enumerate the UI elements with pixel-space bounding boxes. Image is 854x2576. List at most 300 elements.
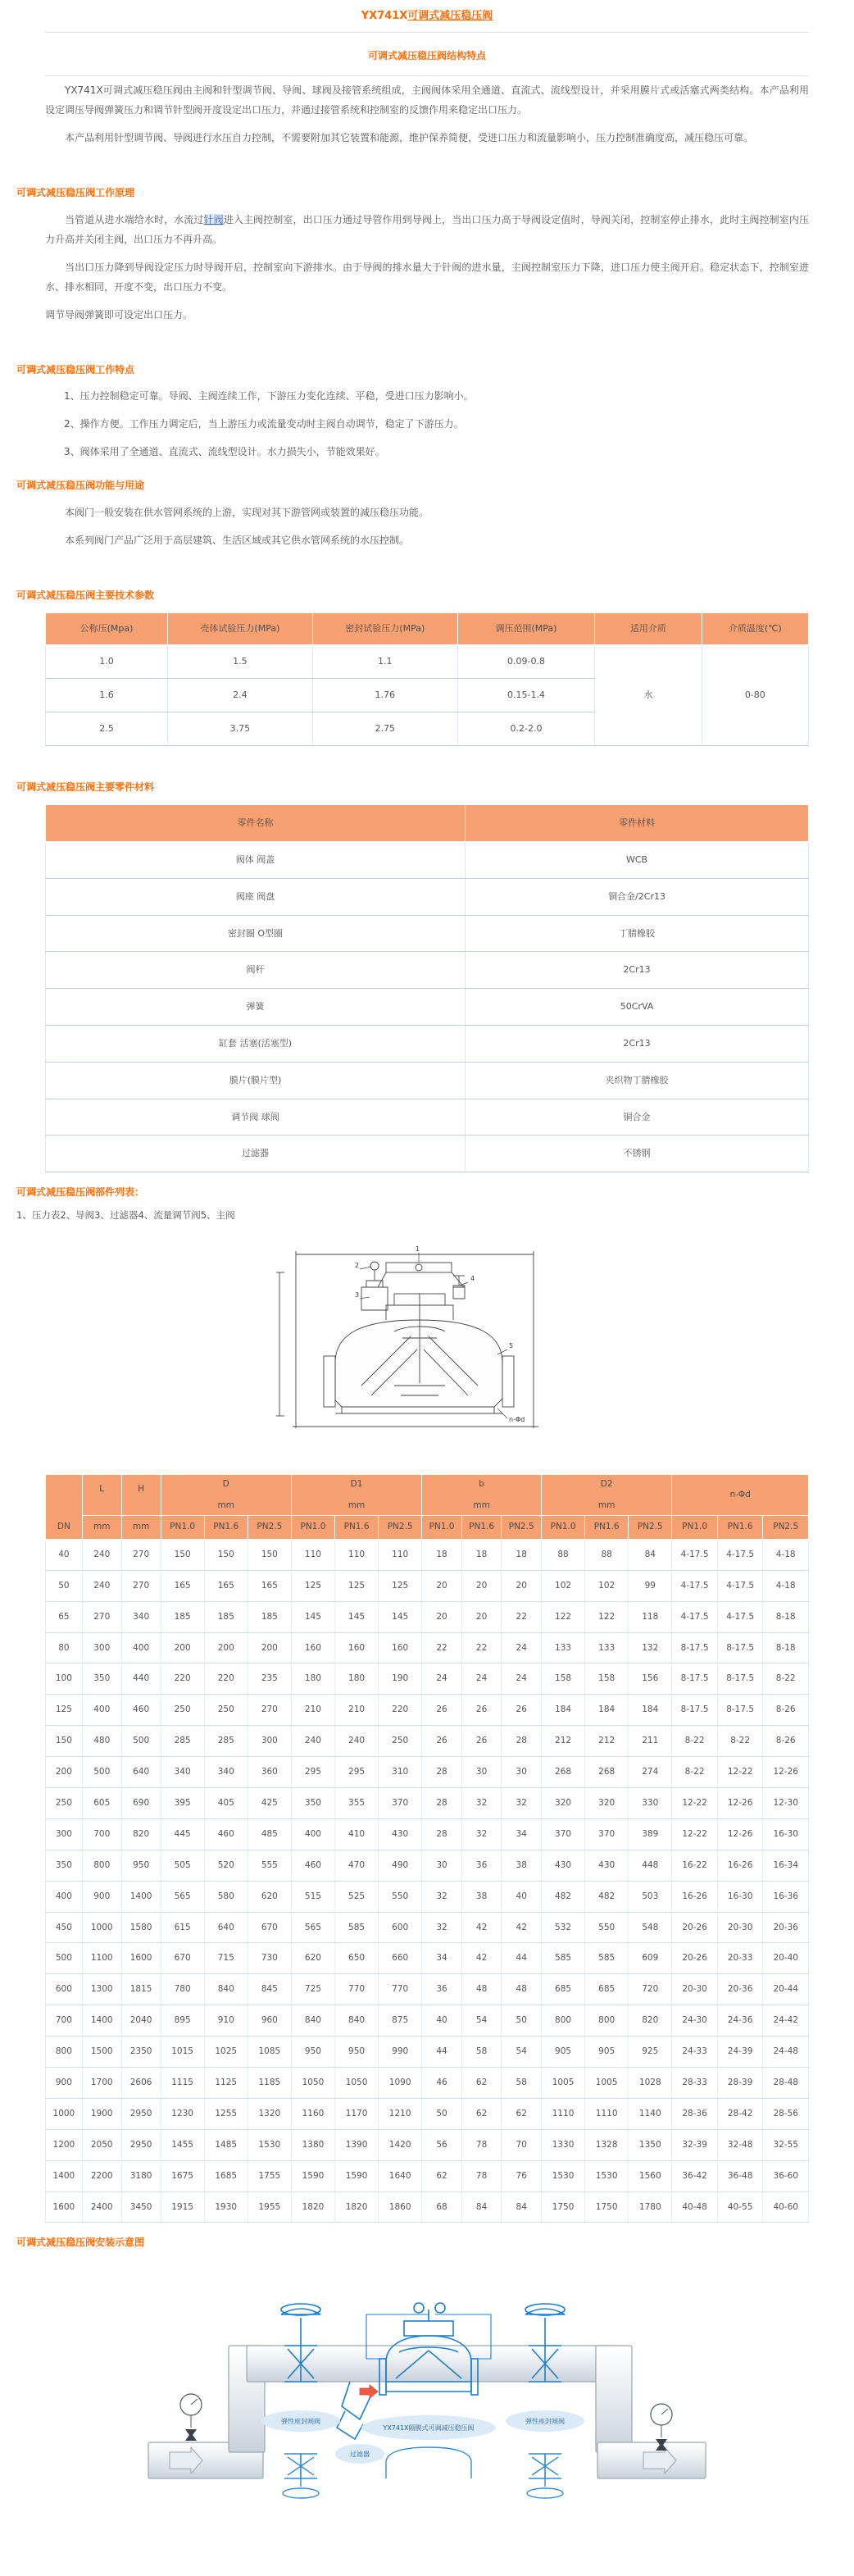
- dims-cell: 8-18: [763, 1632, 809, 1663]
- dims-cell: 840: [204, 1974, 248, 2005]
- dims-cell: 555: [248, 1850, 291, 1881]
- dims-cell: 50: [502, 2005, 542, 2037]
- param-header-range: 调压范围(MPa): [457, 613, 595, 645]
- dims-cell-dn: 125: [46, 1695, 83, 1726]
- dims-cell: 30: [461, 1757, 502, 1788]
- dims-cell: 250: [379, 1726, 422, 1757]
- dims-cell: 38: [461, 1881, 502, 1912]
- dims-cell: 20-26: [672, 1943, 718, 1974]
- dims-cell: 50: [422, 2098, 462, 2129]
- dims-cell: 12-22: [717, 1757, 763, 1788]
- callout-3: 3: [355, 1291, 360, 1299]
- dims-header-d-unit: mm: [217, 1500, 234, 1510]
- dims-cell: 370: [542, 1818, 585, 1850]
- dims-cell-dn: 65: [46, 1601, 83, 1632]
- dims-cell: 211: [629, 1726, 672, 1757]
- dims-cell: 76: [502, 2160, 542, 2191]
- dims-cell: 685: [542, 1974, 585, 2005]
- dims-cell: 12-26: [763, 1757, 809, 1788]
- dims-cell: 440: [121, 1663, 161, 1695]
- dims-cell: 220: [161, 1663, 204, 1695]
- dims-cell: 585: [585, 1943, 629, 1974]
- material-part-material: 丁腈橡胶: [466, 915, 809, 952]
- dims-cell: 565: [161, 1881, 204, 1912]
- installation-schematic-drawing: [140, 2267, 714, 2513]
- table-row: [46, 1663, 809, 1695]
- dims-cell: 22: [502, 1601, 542, 1632]
- param-cell: 2.75: [312, 712, 457, 745]
- dims-header-b-unit: mm: [473, 1500, 490, 1510]
- dims-header-row-1: [46, 1474, 809, 1515]
- dims-cell: 24: [461, 1663, 502, 1695]
- dims-cell: 300: [248, 1726, 291, 1757]
- dims-cell: 270: [248, 1695, 291, 1726]
- dims-cell: 500: [121, 1726, 161, 1757]
- dims-cell: 40-48: [672, 2191, 718, 2223]
- dims-cell: 1115: [161, 2067, 204, 2098]
- feature-item-2: 2、操作方便。工作压力调定后，当上游压力或流量变动时主阀自动调节，稳定了下游压力。: [64, 418, 464, 430]
- dims-cell: 122: [585, 1601, 629, 1632]
- dims-cell: 430: [585, 1850, 629, 1881]
- dims-cell: 500: [82, 1757, 121, 1788]
- dims-subheader-pn-2-1: PN1.6: [461, 1516, 502, 1540]
- materials-table-body: [46, 841, 809, 1172]
- dims-header-b-sym: b: [479, 1478, 484, 1489]
- dims-subheader-pn-2-2: PN2.5: [502, 1516, 542, 1540]
- table-header-row: [46, 805, 809, 842]
- dims-cell: 133: [585, 1632, 629, 1663]
- page-title-prefix: YX741X: [361, 10, 408, 22]
- dims-cell: 210: [291, 1695, 334, 1726]
- dimensions-table: [45, 1474, 809, 2223]
- param-cell: 1.1: [312, 645, 457, 679]
- dims-cell: 150: [161, 1539, 204, 1570]
- dims-cell: 670: [161, 1943, 204, 1974]
- dims-cell: 110: [291, 1539, 334, 1570]
- dims-cell-dn: 1200: [46, 2129, 83, 2160]
- install-figure-labels: [261, 2410, 584, 2464]
- dims-cell: 550: [379, 1881, 422, 1912]
- dims-cell: 122: [542, 1601, 585, 1632]
- dims-cell: 212: [585, 1726, 629, 1757]
- dims-cell: 42: [502, 1912, 542, 1943]
- dims-cell: 165: [161, 1570, 204, 1601]
- dims-cell-dn: 700: [46, 2005, 83, 2037]
- dims-header-l-sym: L: [99, 1483, 105, 1494]
- dims-cell: 240: [82, 1570, 121, 1601]
- dims-cell: 62: [502, 2098, 542, 2129]
- material-part-name: 过滤器: [46, 1136, 466, 1172]
- dims-cell-dn: 100: [46, 1663, 83, 1695]
- dims-cell: 32-55: [763, 2129, 809, 2160]
- install-label-left-gate: 弹性座封闸阀: [281, 2418, 320, 2426]
- flow-direction-arrow: [360, 2385, 378, 2398]
- dims-cell: 12-30: [763, 1787, 809, 1818]
- dims-cell: 448: [629, 1850, 672, 1881]
- dims-cell: 925: [629, 2037, 672, 2068]
- dims-cell: 184: [542, 1695, 585, 1726]
- dims-cell: 950: [291, 2037, 334, 2068]
- dims-cell: 1900: [82, 2098, 121, 2129]
- dims-cell: 16-36: [763, 1881, 809, 1912]
- material-part-material: 铜合金/2Cr13: [466, 878, 809, 915]
- dims-cell: 1675: [161, 2160, 204, 2191]
- dims-cell: 32: [461, 1787, 502, 1818]
- dims-cell: 62: [461, 2098, 502, 2129]
- material-part-material: 夹织物丁腈橡胶: [466, 1062, 809, 1099]
- dims-cell: 485: [248, 1818, 291, 1850]
- dims-cell: 46: [422, 2067, 462, 2098]
- dims-header-d2: [542, 1474, 672, 1515]
- dims-cell: 28-39: [717, 2067, 763, 2098]
- install-label-right-gate: 弹性座封闸阀: [525, 2418, 565, 2426]
- dims-cell: 240: [291, 1726, 334, 1757]
- material-part-name: 膜片(膜片型): [46, 1062, 466, 1099]
- table-row: [46, 1539, 809, 1570]
- table-row: [46, 989, 809, 1026]
- dims-cell: 145: [335, 1601, 379, 1632]
- table-row: [46, 1062, 809, 1099]
- dims-cell: 145: [291, 1601, 334, 1632]
- dims-cell: 30: [422, 1850, 462, 1881]
- dims-cell: 1780: [629, 2191, 672, 2223]
- table-row: [46, 2129, 809, 2160]
- dims-cell: 1485: [204, 2129, 248, 2160]
- dims-cell: 20-40: [763, 1943, 809, 1974]
- dims-cell: 430: [379, 1818, 422, 1850]
- dims-cell: 70: [502, 2129, 542, 2160]
- callout-5: 5: [509, 1342, 514, 1350]
- dims-cell: 580: [204, 1881, 248, 1912]
- principle-paragraph-1: [45, 206, 809, 253]
- dims-cell: 505: [161, 1850, 204, 1881]
- dims-cell: 32: [422, 1881, 462, 1912]
- dims-cell: 240: [335, 1726, 379, 1757]
- dims-cell: 400: [291, 1818, 334, 1850]
- dims-cell: 1580: [121, 1912, 161, 1943]
- bolt-callout-label: n-Φd: [509, 1416, 525, 1424]
- dims-cell: 1015: [161, 2037, 204, 2068]
- dims-cell: 28-36: [672, 2098, 718, 2129]
- dims-header-d1: [291, 1474, 421, 1515]
- dims-cell: 800: [585, 2005, 629, 2037]
- dims-cell: 1530: [585, 2160, 629, 2191]
- dims-cell: 28-56: [763, 2098, 809, 2129]
- dims-subheader-pn-1-0: PN1.0: [291, 1516, 334, 1540]
- dims-cell: 1600: [121, 1943, 161, 1974]
- dims-cell: 54: [502, 2037, 542, 2068]
- materials-header-part-material: 零件材料: [466, 805, 809, 842]
- dims-cell: 250: [204, 1695, 248, 1726]
- dims-cell: 3450: [121, 2191, 161, 2223]
- table-row: [46, 1787, 809, 1818]
- material-part-name: 调节阀 球阀: [46, 1099, 466, 1136]
- dims-cell: 310: [379, 1757, 422, 1788]
- material-part-material: WCB: [466, 841, 809, 878]
- dims-cell: 270: [121, 1539, 161, 1570]
- dims-cell: 4-17.5: [717, 1539, 763, 1570]
- dims-cell: 44: [422, 2037, 462, 2068]
- dims-cell: 240: [82, 1539, 121, 1570]
- dims-cell: 48: [502, 1974, 542, 2005]
- dims-cell: 1320: [248, 2098, 291, 2129]
- material-part-material: 不锈钢: [466, 1136, 809, 1172]
- dims-cell: 22: [422, 1632, 462, 1663]
- dims-cell: 34: [422, 1943, 462, 1974]
- dims-cell: 28: [422, 1757, 462, 1788]
- dims-header-dn: DN: [46, 1474, 83, 1539]
- dims-cell: 482: [585, 1881, 629, 1912]
- dims-cell: 125: [379, 1570, 422, 1601]
- table-row: [46, 1881, 809, 1912]
- dims-cell: 620: [248, 1881, 291, 1912]
- dims-header-row-2: [46, 1516, 809, 1540]
- material-part-name: 阀座 阀盘: [46, 878, 466, 915]
- dims-subheader-pn-2-0: PN1.0: [422, 1516, 462, 1540]
- dims-cell: 1085: [248, 2037, 291, 2068]
- param-cell: 0.15-1.4: [457, 678, 595, 712]
- dims-cell: 1530: [248, 2129, 291, 2160]
- dims-cell: 16-30: [763, 1818, 809, 1850]
- page-title-link[interactable]: 可调式减压稳压阀: [407, 10, 493, 22]
- param-cell: 0.2-2.0: [457, 712, 595, 745]
- dims-cell: 460: [121, 1695, 161, 1726]
- dims-header-d1-unit: mm: [348, 1500, 366, 1510]
- dims-cell: 550: [585, 1912, 629, 1943]
- dims-cell: 16-26: [717, 1850, 763, 1881]
- dims-cell: 36-42: [672, 2160, 718, 2191]
- dims-subheader-pn-4-1: PN1.6: [717, 1516, 763, 1540]
- dims-cell-dn: 300: [46, 1818, 83, 1850]
- dims-cell-dn: 350: [46, 1850, 83, 1881]
- dims-cell: 370: [585, 1818, 629, 1850]
- dims-cell: 1530: [542, 2160, 585, 2191]
- page-title: [0, 0, 854, 30]
- param-header-medium: 适用介质: [595, 613, 702, 645]
- dims-cell: 58: [502, 2067, 542, 2098]
- dims-cell: 26: [461, 1726, 502, 1757]
- dims-cell: 42: [461, 1912, 502, 1943]
- dims-cell: 1640: [379, 2160, 422, 2191]
- dims-cell: 8-17.5: [672, 1632, 718, 1663]
- dims-cell: 330: [629, 1787, 672, 1818]
- dims-cell: 184: [629, 1695, 672, 1726]
- dims-header-d-sym: D: [222, 1478, 229, 1489]
- principle-highlight-term[interactable]: 针阀: [203, 213, 224, 225]
- dims-cell: 32-48: [717, 2129, 763, 2160]
- dims-cell: 88: [542, 1539, 585, 1570]
- dims-cell: 165: [248, 1570, 291, 1601]
- dims-subheader-pn-3-2: PN2.5: [629, 1516, 672, 1540]
- table-row: [46, 2005, 809, 2037]
- dims-cell: 110: [335, 1539, 379, 1570]
- dims-cell: 200: [161, 1632, 204, 1663]
- dims-cell: 24: [422, 1663, 462, 1695]
- dims-cell: 200: [204, 1632, 248, 1663]
- dims-cell: 190: [379, 1663, 422, 1695]
- dims-cell: 1400: [82, 2005, 121, 2037]
- table-row: [46, 915, 809, 952]
- dims-cell: 320: [542, 1787, 585, 1818]
- materials-table: [45, 804, 809, 1172]
- dims-cell: 42: [461, 1943, 502, 1974]
- dims-cell: 1420: [379, 2129, 422, 2160]
- dims-cell: 26: [422, 1726, 462, 1757]
- param-cell: 1.6: [46, 678, 168, 712]
- dims-cell: 220: [204, 1663, 248, 1695]
- dims-cell: 1750: [542, 2191, 585, 2223]
- dims-cell: 1210: [379, 2098, 422, 2129]
- dims-cell: 62: [422, 2160, 462, 2191]
- dims-cell: 4-18: [763, 1539, 809, 1570]
- dims-cell: 12-26: [717, 1818, 763, 1850]
- dims-cell: 725: [291, 1974, 334, 2005]
- dims-cell: 18: [422, 1539, 462, 1570]
- dims-cell: 730: [248, 1943, 291, 1974]
- dims-cell-dn: 400: [46, 1881, 83, 1912]
- dims-cell-dn: 900: [46, 2067, 83, 2098]
- dims-cell: 24-42: [763, 2005, 809, 2037]
- dims-cell: 300: [82, 1632, 121, 1663]
- dims-cell: 28-42: [717, 2098, 763, 2129]
- dims-cell: 350: [291, 1787, 334, 1818]
- dims-subheader-pn-3-0: PN1.0: [542, 1516, 585, 1540]
- dims-cell: 609: [629, 1943, 672, 1974]
- dims-cell: 1000: [82, 1912, 121, 1943]
- dims-cell: 2606: [121, 2067, 161, 2098]
- dims-cell-dn: 1600: [46, 2191, 83, 2223]
- dims-cell: 503: [629, 1881, 672, 1912]
- dims-cell: 1400: [121, 1881, 161, 1912]
- dims-cell: 40-55: [717, 2191, 763, 2223]
- install-label-main-valve: YX741X隔膜式可调减压稳压阀: [383, 2424, 475, 2433]
- dims-cell: 4-17.5: [672, 1601, 718, 1632]
- dims-cell: 400: [82, 1695, 121, 1726]
- dims-cell: 200: [248, 1632, 291, 1663]
- dims-subheader-pn-0-1: PN1.6: [204, 1516, 248, 1540]
- section-materials-title: 可调式减压稳压阀主要零件材料: [16, 781, 155, 793]
- dims-cell: 118: [629, 1601, 672, 1632]
- dims-cell-dn: 80: [46, 1632, 83, 1663]
- dims-cell: 1860: [379, 2191, 422, 2223]
- dims-cell: 8-17.5: [717, 1632, 763, 1663]
- dims-cell: 1328: [585, 2129, 629, 2160]
- dims-cell: 1050: [291, 2067, 334, 2098]
- dims-cell: 360: [248, 1757, 291, 1788]
- dims-cell: 670: [248, 1912, 291, 1943]
- dims-cell: 84: [461, 2191, 502, 2223]
- table-row: [46, 1818, 809, 1850]
- param-cell: 1.5: [167, 645, 312, 679]
- dims-cell: 44: [502, 1943, 542, 1974]
- dims-cell: 32: [502, 1787, 542, 1818]
- param-header-temperature: 介质温度(℃): [702, 613, 808, 645]
- dims-cell: 4-17.5: [717, 1570, 763, 1601]
- dims-cell: 26: [422, 1695, 462, 1726]
- dims-cell-dn: 50: [46, 1570, 83, 1601]
- dims-cell: 660: [379, 1943, 422, 1974]
- dims-cell: 840: [335, 2005, 379, 2037]
- dims-cell: 16-22: [672, 1850, 718, 1881]
- dims-cell: 1185: [248, 2067, 291, 2098]
- dims-cell: 18: [502, 1539, 542, 1570]
- dims-cell: 20-26: [672, 1912, 718, 1943]
- dims-header-l: [82, 1474, 121, 1515]
- dims-cell: 20: [461, 1601, 502, 1632]
- dims-cell: 2950: [121, 2129, 161, 2160]
- param-header-nominal-pressure: 公称压(Mpa): [46, 613, 168, 645]
- dims-header-h-sym: H: [138, 1483, 145, 1494]
- dims-cell: 950: [121, 1850, 161, 1881]
- dims-cell: 1100: [82, 1943, 121, 1974]
- dims-cell: 18: [461, 1539, 502, 1570]
- dims-cell: 395: [161, 1787, 204, 1818]
- material-part-name: 阀杆: [46, 952, 466, 989]
- dims-cell: 84: [629, 1539, 672, 1570]
- dims-cell: 340: [161, 1757, 204, 1788]
- technical-parameters-table: [45, 612, 809, 745]
- dims-cell: 133: [542, 1632, 585, 1663]
- dims-cell: 185: [161, 1601, 204, 1632]
- dims-cell: 8-18: [763, 1601, 809, 1632]
- dims-cell: 8-17.5: [717, 1663, 763, 1695]
- dims-cell: 295: [291, 1757, 334, 1788]
- dims-subheader-pn-1-1: PN1.6: [335, 1516, 379, 1540]
- dims-cell: 1560: [629, 2160, 672, 2191]
- dims-cell: 8-26: [763, 1726, 809, 1757]
- dims-cell: 12-22: [672, 1818, 718, 1850]
- table-row: [46, 1025, 809, 1062]
- dims-cell: 1330: [542, 2129, 585, 2160]
- dims-cell-dn: 250: [46, 1787, 83, 1818]
- param-cell: 3.75: [167, 712, 312, 745]
- dims-cell: 285: [161, 1726, 204, 1757]
- dims-cell: 180: [335, 1663, 379, 1695]
- dims-cell: 355: [335, 1787, 379, 1818]
- param-header-shell-test: 壳体试验压力(MPa): [167, 613, 312, 645]
- dims-cell: 235: [248, 1663, 291, 1695]
- function-paragraph-2: 本系列阀门产品广泛用于高层建筑、生活区域或其它供水管网系统的水压控制。: [65, 534, 410, 546]
- principle-paragraph-3: 调节导阀弹簧即可设定出口压力。: [45, 308, 193, 321]
- dims-cell: 285: [204, 1726, 248, 1757]
- param-cell: 2.4: [167, 678, 312, 712]
- dims-cell: 165: [204, 1570, 248, 1601]
- dims-cell: 32: [461, 1818, 502, 1850]
- dims-cell: 180: [291, 1663, 334, 1695]
- dims-cell: 62: [461, 2067, 502, 2098]
- dims-cell: 320: [585, 1787, 629, 1818]
- dims-cell: 780: [161, 1974, 204, 2005]
- section-parts-title: 可调式减压稳压阀部件列表：: [16, 1186, 145, 1199]
- dims-cell: 28-33: [672, 2067, 718, 2098]
- dims-cell: 470: [335, 1850, 379, 1881]
- dims-cell: 268: [585, 1757, 629, 1788]
- table-row: [46, 878, 809, 915]
- dims-header-d2-sym: D2: [600, 1478, 613, 1489]
- table-row: [46, 1099, 809, 1136]
- dims-cell: 1930: [204, 2191, 248, 2223]
- table-row: [46, 1912, 809, 1943]
- installation-diagram-figure: [0, 2255, 854, 2528]
- principle-p1-after: 进入主阀控制室，出口压力通过导管作用到导阀上，当出口压力高于导阀设定值时，导阀关闭，控制室停止排水，此时主阀控制室内压力升高并关闭主阀，出口压力不再升高。: [45, 213, 809, 245]
- dims-cell: 770: [379, 1974, 422, 2005]
- dims-cell: 1300: [82, 1974, 121, 2005]
- dims-cell: 34: [502, 1818, 542, 1850]
- dims-subheader-pn-3-1: PN1.6: [585, 1516, 629, 1540]
- feature-item-1: 1、压力控制稳定可靠。导阀、主阀连续工作，下游压力变化连续、平稳，受进口压力影响小。: [64, 390, 474, 403]
- dims-cell: 460: [204, 1818, 248, 1850]
- dims-header-d: [161, 1474, 291, 1515]
